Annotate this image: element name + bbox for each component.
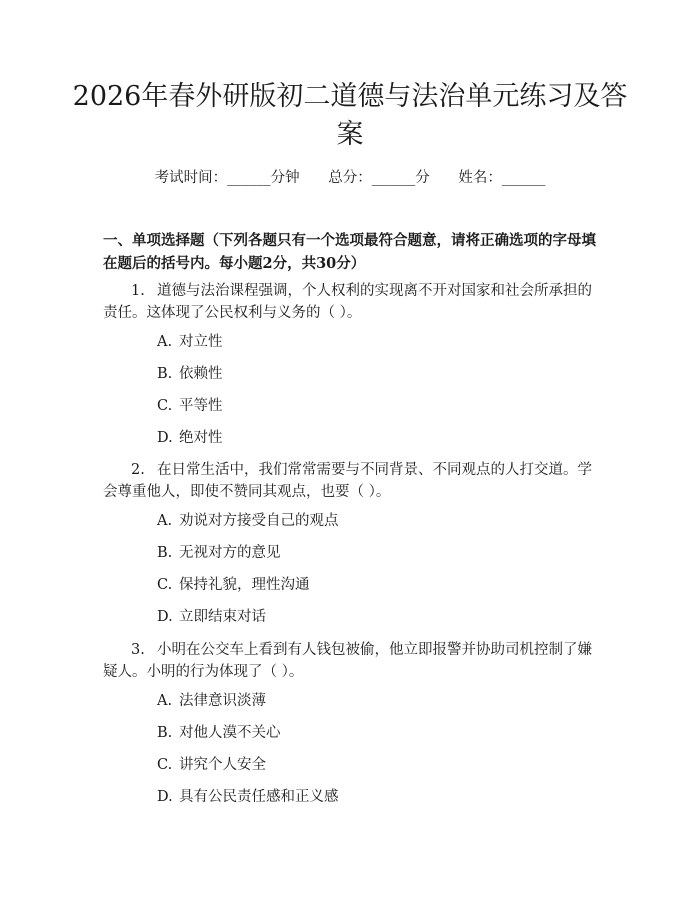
option-text: 立即结束对话 [179, 609, 266, 625]
question-1 [103, 280, 601, 324]
question-2-option-a [157, 511, 339, 531]
exam-time-field [155, 168, 300, 188]
option-text: 劝说对方接受自己的观点 [179, 513, 339, 529]
option-letter: A. [157, 513, 173, 529]
question-1-number: 1. [131, 283, 145, 299]
option-text: 平等性 [179, 398, 223, 414]
total-score-blank: ______ [371, 170, 416, 186]
option-letter: B. [157, 725, 173, 741]
option-text: 讲究个人安全 [179, 757, 266, 773]
question-3 [103, 639, 601, 683]
question-1-option-d [157, 428, 223, 448]
exam-time-blank: ______ [227, 170, 271, 186]
question-2-option-d [157, 607, 266, 627]
option-letter: D. [157, 789, 173, 805]
document-title: 2026年春外研版初二道德与法治单元练习及答案 [72, 81, 628, 150]
option-letter: A. [157, 693, 173, 709]
question-2 [103, 459, 601, 503]
option-letter: D. [157, 430, 173, 446]
question-2-option-b [157, 543, 281, 563]
total-score-field [328, 168, 430, 188]
total-score-label: 总分： [328, 170, 372, 186]
student-name-blank: ______ [501, 170, 546, 186]
option-letter: C. [157, 577, 173, 593]
question-2-text: 在日常生活中，我们常常需要与不同背景、不同观点的人打交道。学会尊重他人，即使不赞同其观点，也要（ ）。 [103, 462, 592, 500]
option-text: 无视对方的意见 [179, 545, 281, 561]
question-3-number: 3. [131, 642, 145, 658]
exam-time-label: 考试时间： [154, 170, 228, 186]
question-1-option-a [157, 332, 223, 352]
option-text: 对他人漠不关心 [179, 725, 281, 741]
option-text: 具有公民责任感和正义感 [179, 789, 339, 805]
option-text: 依赖性 [179, 366, 223, 382]
question-2-number: 2. [131, 462, 145, 478]
exam-time-unit: 分钟 [270, 170, 300, 186]
total-score-unit: 分 [415, 170, 430, 186]
option-letter: C. [157, 398, 173, 414]
question-3-option-d [157, 787, 339, 807]
option-text: 对立性 [179, 334, 223, 350]
question-3-option-b [157, 723, 281, 743]
question-3-text: 小明在公交车上看到有人钱包被偷，他立即报警并协助司机控制了嫌疑人。小明的行为体现了（ ）。 [103, 642, 592, 680]
student-name-label: 姓名： [458, 170, 502, 186]
student-name-field [458, 168, 545, 188]
option-letter: B. [157, 545, 173, 561]
option-letter: D. [157, 609, 173, 625]
question-2-option-c [157, 575, 310, 595]
question-3-option-a [157, 691, 266, 711]
question-3-option-c [157, 755, 266, 775]
option-letter: C. [157, 757, 173, 773]
question-1-text: 道德与法治课程强调，个人权利的实现离不开对国家和社会所承担的责任。这体现了公民权利与义务的（ ）。 [103, 283, 592, 321]
exam-info-line [0, 168, 700, 188]
option-text: 法律意识淡薄 [179, 693, 266, 709]
option-text: 绝对性 [179, 430, 223, 446]
question-1-option-c [157, 396, 223, 416]
option-letter: A. [157, 334, 173, 350]
question-1-option-b [157, 364, 223, 384]
option-letter: B. [157, 366, 173, 382]
option-text: 保持礼貌，理性沟通 [179, 577, 310, 593]
section-heading: 一、单项选择题（下列各题只有一个选项最符合题意，请将正确选项的字母填在题后的括号内。每小题2分，共30分） [103, 232, 596, 272]
